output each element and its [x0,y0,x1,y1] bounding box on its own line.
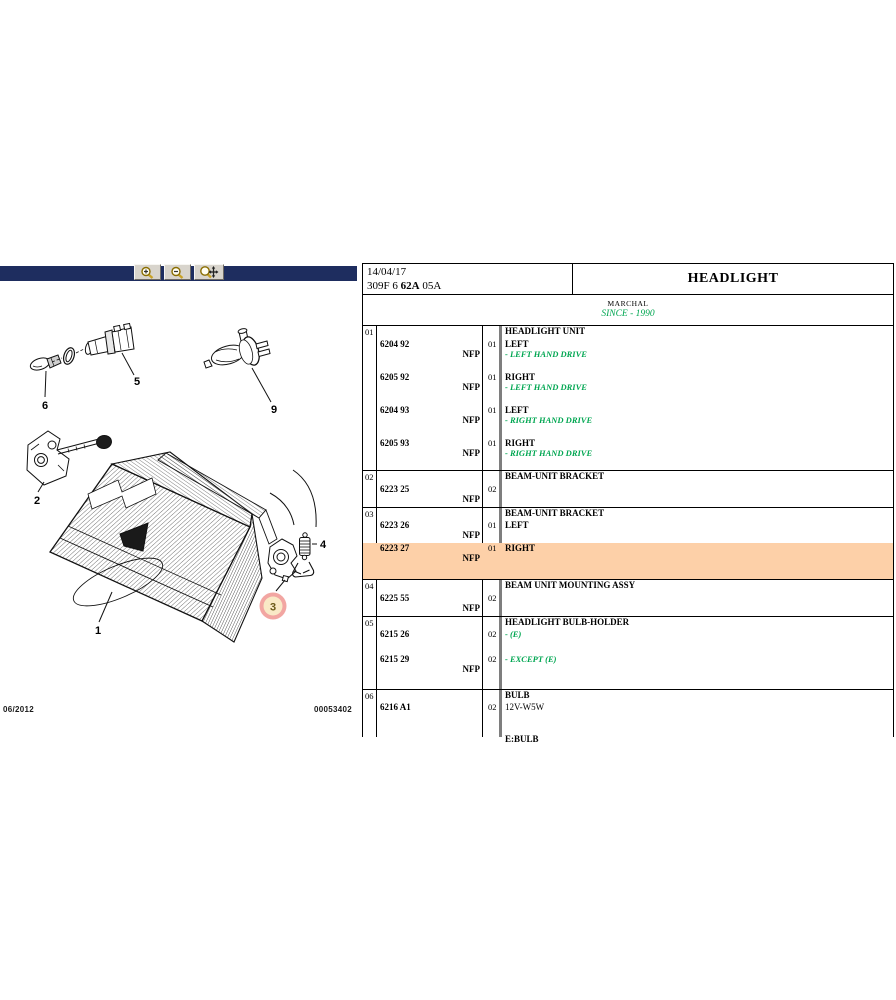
nfp-label: NFP [462,448,480,458]
section-name: BEAM-UNIT BRACKET [505,508,605,518]
nfp-label: NFP [462,382,480,392]
section-index: 04 [365,581,374,591]
part-number: 6204 92 [380,339,410,349]
part-description: RIGHT [505,372,536,382]
section-index: 02 [365,472,374,482]
part-number: 6215 26 [380,629,410,639]
brand-name: MARCHAL [607,299,649,308]
part-note: - LEFT HAND DRIVE [505,349,587,359]
part-note: - LEFT HAND DRIVE [505,382,587,392]
section-name-row [377,690,893,702]
callout-3: 3 [269,601,277,614]
nfp-label: NFP [462,349,480,359]
section-footer-row [377,734,893,745]
parts-table [362,263,894,744]
table-section-02 [363,470,893,507]
part-description: LEFT [505,405,529,415]
section-index: 05 [365,618,374,628]
section-rows [363,471,893,507]
part-number: 6223 27 [380,543,410,553]
section-index: 01 [365,327,374,337]
magnifier-pan-icon [199,265,219,279]
section-rows [363,580,893,616]
table-section-05 [363,616,893,689]
section-name-row [377,471,893,484]
part-number: 6216 A1 [380,702,411,712]
table-section-04 [363,579,893,616]
section-footer: E:BULB [505,734,539,744]
section-name: BEAM UNIT MOUNTING ASSY [505,580,636,590]
quantity: 02 [488,654,497,664]
quantity: 02 [488,484,497,494]
section-rows [363,508,893,579]
part-9-bulb [204,328,270,369]
callout-5[interactable]: 5 [133,376,141,388]
nfp-label: NFP [462,603,480,613]
part-entry-row[interactable] [363,543,893,579]
part-5-bulb-holder [84,323,134,355]
zoom-in-button[interactable] [134,264,161,280]
section-name: BEAM-UNIT BRACKET [505,471,605,481]
section-name: BULB [505,690,530,700]
part-2-bracket [27,431,113,485]
quantity: 01 [488,372,497,382]
callout-2[interactable]: 2 [33,495,41,507]
section-rows [363,690,893,744]
part-number: 6205 92 [380,372,410,382]
header-date: 14/04/17 [367,266,407,278]
diagram-reference-number: 00053402 [314,705,352,714]
section-index: 06 [365,691,374,701]
part-number: 6223 26 [380,520,410,530]
table-title: HEADLIGHT [687,271,779,286]
part-description: RIGHT [505,543,536,553]
table-section-03 [363,507,893,579]
nfp-label: NFP [462,494,480,504]
diagram-date: 06/2012 [3,705,35,714]
header-ref: 309F 6 62A 05A [367,280,442,292]
table-sections [363,326,893,744]
part-number: 6205 93 [380,438,410,448]
section-name-row [377,617,893,629]
section-name: HEADLIGHT UNIT [505,326,586,336]
part-description: LEFT [505,339,529,349]
part-note: - RIGHT HAND DRIVE [505,448,593,458]
headlight-diagram [0,282,357,737]
quantity: 02 [488,629,497,639]
part-entry-row[interactable] [377,438,893,470]
part-number: 6223 25 [380,484,410,494]
part-note: - (E) [505,629,522,639]
part-number: 6204 93 [380,405,410,415]
part-entry-row[interactable] [377,629,893,654]
section-name-row [377,580,893,593]
part-entry-row[interactable] [377,484,893,508]
part-description: LEFT [505,520,529,530]
callout-1[interactable]: 1 [94,625,102,637]
nfp-label: NFP [462,553,480,563]
section-rows [363,326,893,470]
part-entry-row[interactable] [377,702,893,727]
callout-9[interactable]: 9 [270,404,278,416]
magnifier-plus-icon [140,266,155,279]
nfp-label: NFP [462,415,480,425]
section-index: 03 [365,509,374,519]
quantity: 01 [488,438,497,448]
o-ring [62,346,77,365]
brand-since: SINCE - 1990 [601,309,655,319]
header-reference-cell [363,264,573,294]
part-entry-row[interactable] [377,593,893,617]
part-number: 6215 29 [380,654,410,664]
quantity: 02 [488,702,497,712]
part-description: RIGHT [505,438,536,448]
section-rows [363,617,893,689]
section-name: HEADLIGHT BULB-HOLDER [505,617,630,627]
part-note: - EXCEPT (E) [505,654,557,664]
part-entry-row[interactable] [377,372,893,405]
nfp-label: NFP [462,664,480,674]
diagram-pane [0,282,357,737]
quantity: 01 [488,405,497,415]
part-6-bulb [29,355,61,372]
table-header [363,264,893,295]
nfp-label: NFP [462,530,480,540]
brand-band [363,295,893,326]
zoom-toolbar [0,266,357,281]
part-description: 12V-W5W [505,702,545,712]
section-name-row [377,508,893,520]
part-entry-row[interactable] [377,520,893,543]
callout-4[interactable]: 4 [319,539,327,551]
table-section-06 [363,689,893,744]
callout-3-highlighted[interactable] [260,593,287,620]
callout-6[interactable]: 6 [41,400,49,412]
quantity: 01 [488,520,497,530]
section-name-row [377,326,893,339]
quantity: 01 [488,339,497,349]
table-section-01 [363,326,893,470]
part-entry-row[interactable] [377,654,893,690]
part-entry-row[interactable] [377,405,893,438]
quantity: 02 [488,593,497,603]
zoom-out-button[interactable] [164,264,191,280]
zoom-pan-button[interactable] [194,264,224,280]
part-number: 6225 55 [380,593,410,603]
magnifier-minus-icon [170,266,185,279]
part-entry-row[interactable] [377,339,893,372]
part-note: - RIGHT HAND DRIVE [505,415,593,425]
quantity: 01 [488,543,497,553]
